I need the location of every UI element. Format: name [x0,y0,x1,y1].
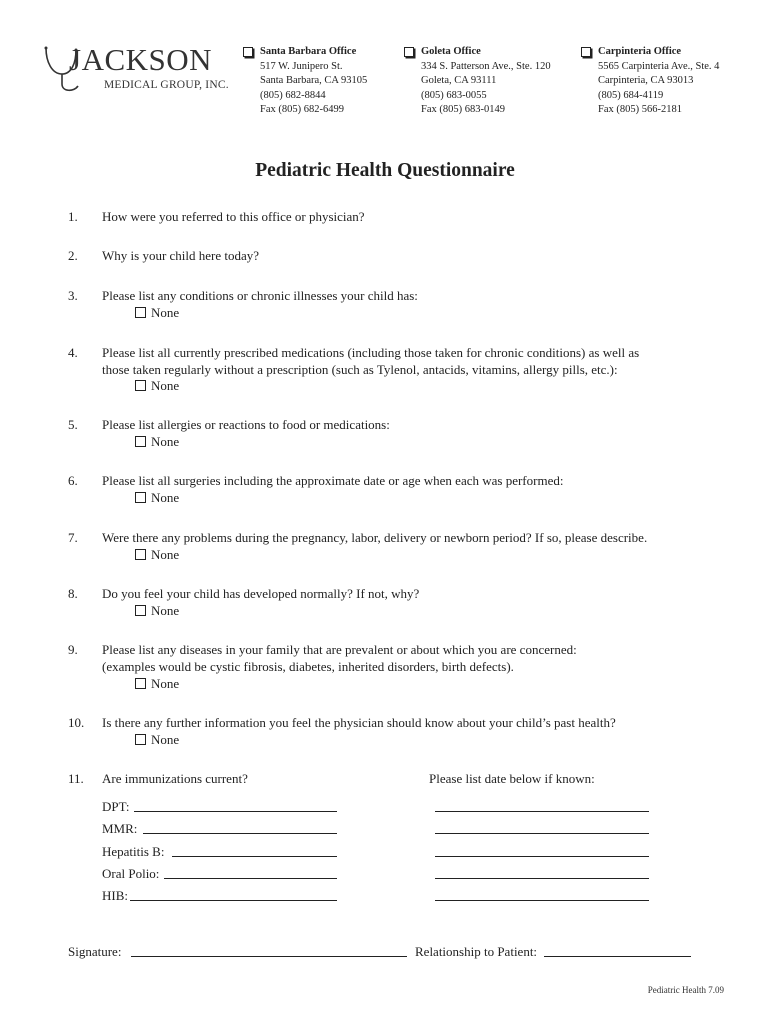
checkbox-icon[interactable] [135,307,146,318]
question-text: Please list all currently prescribed medications (including those taken for chronic conditions) as well as [102,345,640,360]
office-goleta [421,45,551,118]
question-text: Please list all surgeries including the approximate date or age when each was performed: [102,473,564,488]
question-text: Please list any conditions or chronic illnesses your child has: [102,288,418,303]
question-number: 2. [68,248,78,263]
signature-label: Signature: [68,944,122,959]
none-checkbox[interactable] [135,602,179,619]
vaccine-label: MMR: [102,821,138,836]
none-label: None [151,305,180,320]
office-carpinteria [598,45,719,118]
vaccine-known-date-field[interactable] [435,900,649,901]
office-name: Carpinteria Office [598,46,682,57]
question-number: 8. [68,586,78,601]
none-label: None [151,378,180,393]
office-line: Santa Barbara, CA 93105 [260,75,368,86]
question-number: 10. [68,715,85,730]
office-santa-barbara [260,45,367,118]
vaccine-label: DPT: [102,799,130,814]
office-line: Goleta, CA 93111 [421,75,497,86]
form-version-note: Pediatric Health 7.09 [647,985,724,995]
vaccine-date-field[interactable] [143,833,337,834]
checkbox-icon[interactable] [135,380,146,391]
office-line: (805) 684-4119 [598,89,664,101]
question-number: 6. [68,473,78,488]
none-label: None [151,490,180,505]
checkbox-icon[interactable] [135,436,146,447]
vaccine-date-field[interactable] [164,878,337,879]
none-checkbox[interactable] [135,433,179,450]
office-line: Fax (805) 682-6499 [260,104,344,115]
checkbox-icon[interactable] [581,47,591,57]
none-label: None [151,603,180,618]
none-checkbox[interactable] [135,731,179,748]
none-label: None [151,676,180,691]
vaccine-known-date-field[interactable] [435,878,649,879]
question-text: Are immunizations current? [102,771,248,786]
question-text: Please list any diseases in your family that are prevalent or about which you are concerned: [102,642,577,657]
vaccine-known-date-field[interactable] [435,833,649,834]
question-number: 1. [68,209,78,224]
none-checkbox[interactable] [135,546,179,563]
question-text: (examples would be cystic fibrosis, diabetes, inherited disorders, birth defects). [102,659,514,674]
question-text: those taken regularly without a prescription (such as Tylenol, antacids, vitamins, allergy pills, etc.): [102,362,618,377]
question-text: Is there any further information you feel the physician should know about your child’s past health? [102,715,616,730]
checkbox-icon[interactable] [404,47,414,57]
none-checkbox[interactable] [135,489,179,506]
question-text: How were you referred to this office or physician? [102,209,365,224]
office-line: (805) 683-0055 [421,89,487,101]
office-line: 5565 Carpinteria Ave., Ste. 4 [598,60,720,72]
vaccine-label: Hepatitis B: [102,844,165,859]
page-title: Pediatric Health Questionnaire [255,160,515,181]
checkbox-icon[interactable] [135,492,146,503]
checkbox-icon[interactable] [135,734,146,745]
question-number: 11. [68,771,84,786]
question-number: 4. [68,345,78,360]
vaccine-known-date-field[interactable] [435,856,649,857]
question-text: Why is your child here today? [102,248,260,263]
checkbox-icon[interactable] [135,549,146,560]
none-checkbox[interactable] [135,377,179,394]
office-line: (805) 682-8844 [260,89,326,101]
office-line: 334 S. Patterson Ave., Ste. 120 [421,60,551,72]
none-checkbox[interactable] [135,675,179,692]
question-text: Do you feel your child has developed normally? If not, why? [102,586,420,601]
question-text: Please list allergies or reactions to food or medications: [102,417,390,432]
office-name: Santa Barbara Office [260,46,357,57]
vaccine-label: HIB: [102,888,128,903]
question-number: 7. [68,530,78,545]
question-number: 5. [68,417,78,432]
question-number: 3. [68,288,78,303]
jackson-logo [44,40,234,100]
immunization-hint: Please list date below if known: [429,771,595,786]
office-line: 517 W. Junipero St. [260,60,343,72]
none-label: None [151,547,180,562]
office-line: Carpinteria, CA 93013 [598,75,694,86]
logo-name: JACKSON [69,42,213,77]
none-checkbox[interactable] [135,304,179,321]
question-text: Were there any problems during the pregnancy, labor, delivery or newborn period? If so, please describe. [102,530,648,545]
relationship-field[interactable] [544,956,691,957]
vaccine-date-field[interactable] [172,856,337,857]
none-label: None [151,434,180,449]
relationship-label: Relationship to Patient: [415,944,538,959]
logo-subtitle: MEDICAL GROUP, INC. [104,79,229,91]
vaccine-date-field[interactable] [134,811,337,812]
signature-field[interactable] [131,956,407,957]
vaccine-label: Oral Polio: [102,866,160,881]
question-number: 9. [68,642,78,657]
checkbox-icon[interactable] [135,605,146,616]
office-line: Fax (805) 683-0149 [421,104,505,115]
vaccine-date-field[interactable] [130,900,337,901]
vaccine-known-date-field[interactable] [435,811,649,812]
none-label: None [151,732,180,747]
checkbox-icon[interactable] [135,678,146,689]
office-line: Fax (805) 566-2181 [598,104,682,115]
office-name: Goleta Office [421,46,481,57]
checkbox-icon[interactable] [243,47,253,57]
